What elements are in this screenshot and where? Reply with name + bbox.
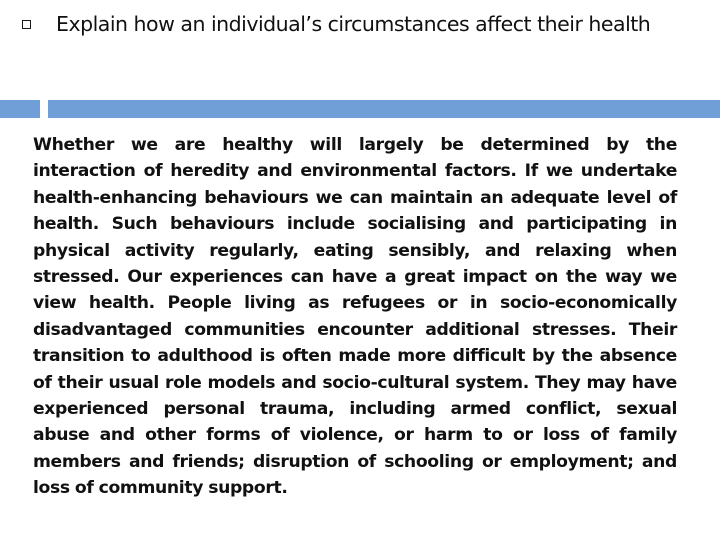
slide-header [22, 12, 702, 36]
hollow-square-bullet-icon [22, 20, 31, 29]
slide-title: Explain how an individual’s circumstances affect their health [56, 12, 651, 36]
slide-body-text: Whether we are healthy will largely be determined by the interaction of heredity and environmental factors. If we undertake health-enhancing behaviours we can maintain an adequate level of health. Such behaviours include socialising and participating in physical activity regularly, eating sensibly, and relaxing when stressed. Our experiences can have a great impact on the way we view health. People living as refugees or in socio-economically disadvantaged communities encounter additional stresses. Their transition to adulthood is often made more difficult by the absence of their usual role models and socio-cultural system. They may have experienced personal trauma, including armed conflict, sexual abuse and other forms of violence, or harm to or loss of family members and friends; disruption of schooling or employment; and loss of community support. [33, 135, 677, 499]
accent-divider-left [0, 100, 40, 118]
accent-divider-right [48, 100, 720, 118]
